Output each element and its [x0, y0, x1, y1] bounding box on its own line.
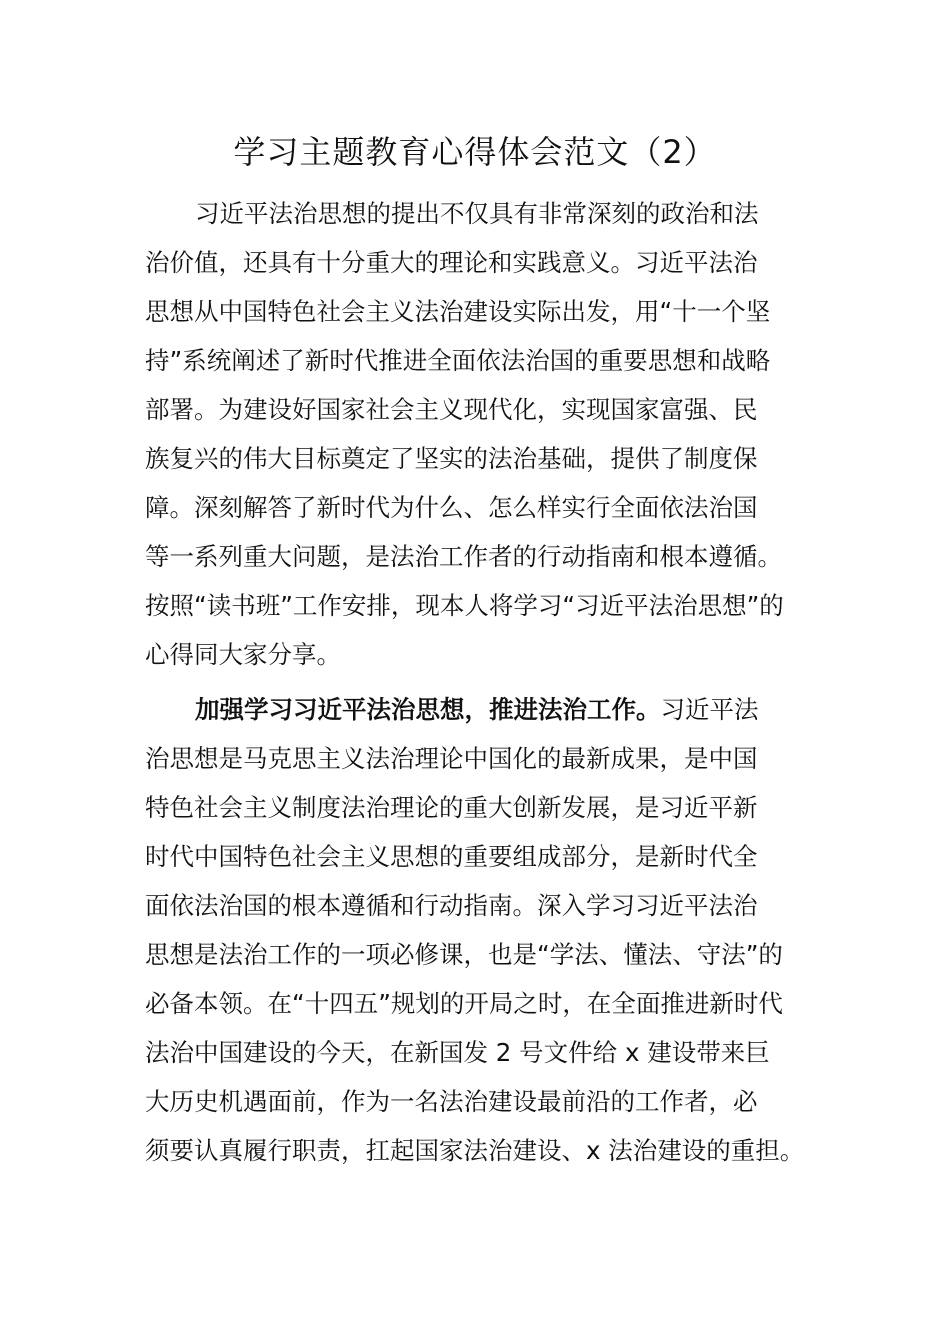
paragraph-line: 特色社会主义制度法治理论的重大创新发展，是习近平新	[145, 793, 758, 822]
paragraph-line: 持”系统阐述了新时代推进全面依法治国的重要思想和战略	[145, 346, 771, 375]
paragraph-line: 须要认真履行职责，扛起国家法治建设、x 法治建设的重担。	[145, 1136, 805, 1165]
paragraph-intro	[145, 189, 825, 679]
paragraph-line: 部署。为建设好国家社会主义现代化，实现国家富强、民	[145, 395, 758, 424]
paragraph-line: 治思想是马克思主义法治理论中国化的最新成果，是中国	[145, 744, 758, 773]
paragraph-first-line	[145, 685, 825, 734]
paragraph-line: 族复兴的伟大目标奠定了坚实的法治基础，提供了制度保	[145, 444, 758, 473]
paragraph-line: 法治中国建设的今天，在新国发 2 号文件给 x 建设带来巨	[145, 1038, 770, 1067]
paragraph-line: 障。深刻解答了新时代为什么、怎么样实行全面依法治国	[145, 493, 758, 522]
paragraph-line: 思想是法治工作的一项必修课，也是“学法、懂法、守法”的	[145, 940, 783, 969]
paragraph-line: 必备本领。在“十四五”规划的开局之时，在全面推进新时代	[145, 989, 783, 1018]
paragraph-line: 面依法治国的根本遵循和行动指南。深入学习习近平法治	[145, 891, 758, 920]
paragraph-line: 时代中国特色社会主义思想的重要组成部分，是新时代全	[145, 842, 758, 871]
paragraph-line: 思想从中国特色社会主义法治建设实际出发，用“十一个坚	[145, 297, 771, 326]
paragraph-line: 习近平法治思想的提出不仅具有非常深刻的政治和法	[195, 199, 759, 228]
paragraph-study	[145, 685, 825, 1175]
paragraph-line: 心得同大家分享。	[145, 640, 341, 669]
document-title: 学习主题教育心得体会范文（2）	[233, 133, 717, 171]
heading-continuation: 习近平法	[660, 695, 759, 724]
paragraph-line: 等一系列重大问题，是法治工作者的行动指南和根本遵循。	[145, 542, 782, 571]
paragraph-line: 治价值，还具有十分重大的理论和实践意义。习近平法治	[145, 248, 758, 277]
paragraph-line: 按照“读书班”工作安排，现本人将学习“习近平法治思想”的	[145, 591, 784, 620]
section-heading: 加强学习习近平法治思想，推进法治工作。	[195, 695, 661, 724]
paragraph-line: 大历史机遇面前，作为一名法治建设最前沿的工作者，必	[145, 1087, 758, 1116]
